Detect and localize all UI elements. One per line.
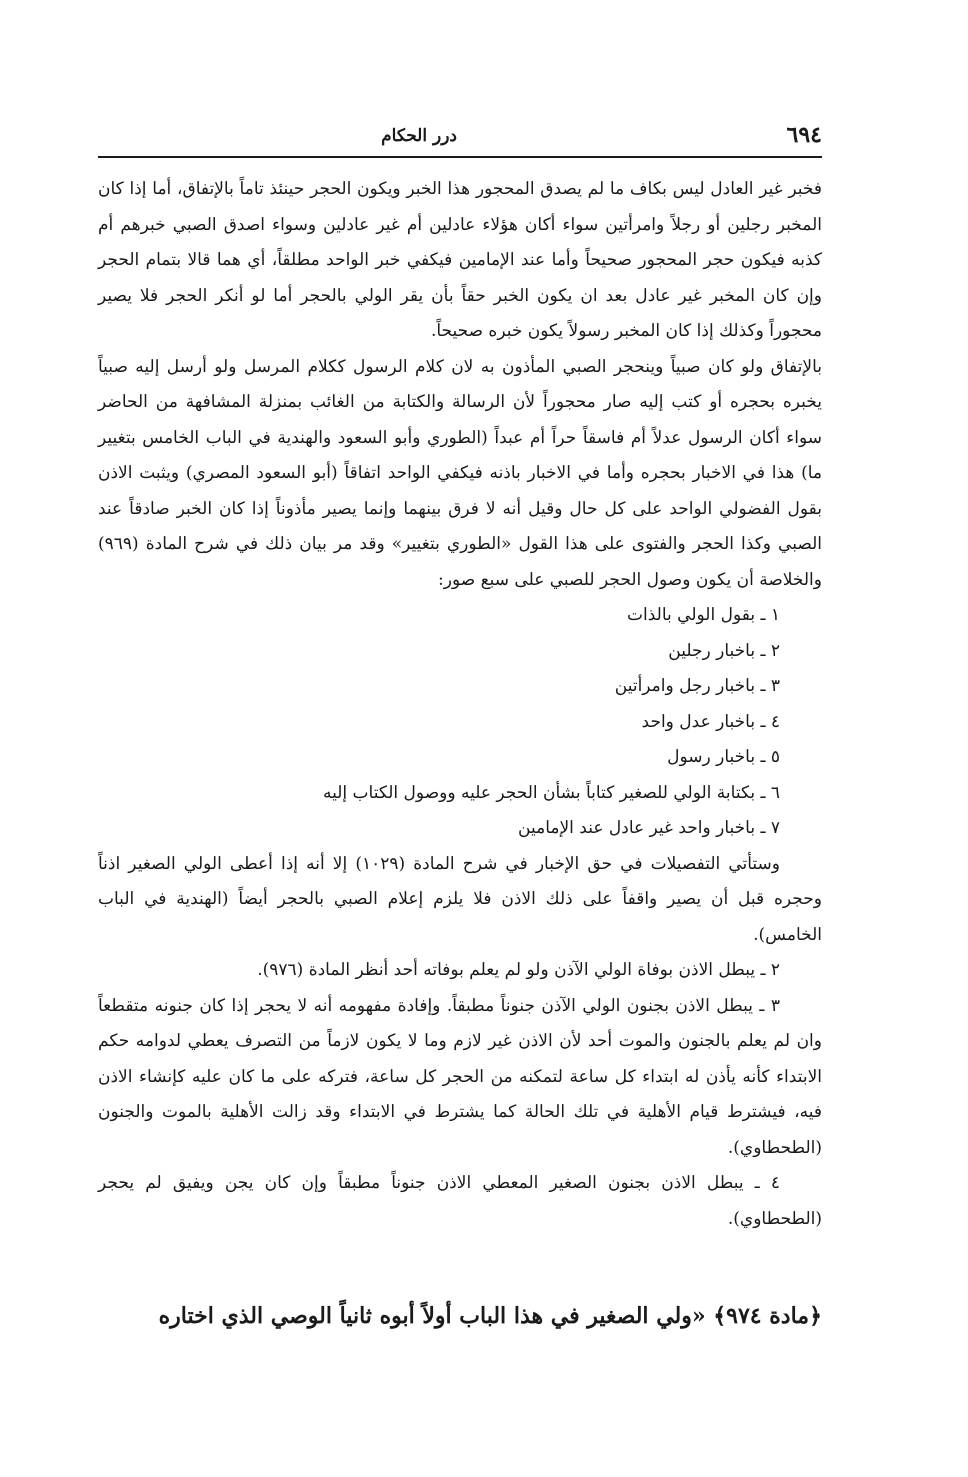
list-item: ٣ ـ باخبار رجل وامرأتين	[614, 676, 780, 696]
main-text	[98, 172, 822, 1237]
paragraph: ٤ ـ يبطل الاذن بجنون الصغير المعطي الاذن جنوناً مطبقاً وإن كان يجن ويفيق لم يحجر (الطحطاوي).	[98, 1173, 822, 1229]
list-item: ٦ ـ بكتابة الولي للصغير كتاباً بشأن الحجر عليه ووصول الكتاب إليه	[323, 782, 780, 803]
paragraph: وستأتي التفصيلات في حق الإخبار في شرح المادة (١٠٢٩) إلا أنه إذا أعطى الولي الصغير اذناً وحجره قبل أن يصير واقفاً على ذلك الاذن فلا يلزم إعلام الصبي بالحجر أيضاً (الهندية في الباب الخامس).	[98, 853, 822, 945]
paragraph: بالإتفاق ولو كان صبياً وينحجر الصبي المأذون به لان كلام الرسول ككلام المرسل ولو أرسل إليه صبياً يخبره بحجره أو كتب إليه صار محجوراً لأن الرسالة والكتابة من الغائب بمنزلة المشافهة من الحاضر سواء أكان الرسول عدلاً أم فاسقاً حراً أم عبداً (الطوري وأبو السعود والهندية في الباب الخامس بتغيير ما) هذا في الاخبار بحجره وأما في الاخبار باذنه فيكفي الواحد اتفاقاً (أبو السعود المصري) ويثبت الاذن بقول الفضولي الواحد على كل حال وقيل أنه لا فرق بينهما وإنما يصير مأذوناً إذا كان الخبر صادقاً عند الصبي وكذا الحجر والفتوى على هذا القول «الطوري بتغيير» وقد مر بيان ذلك في شرح المادة (٩٦٩) والخلاصة أن يكون وصول الحجر للصبي على سبع صور:	[98, 356, 822, 590]
paragraph: ٣ ـ يبطل الاذن بجنون الولي الآذن جنوناً مطبقاً. وإفادة مفهومه أنه لا يحجر إذا كان جنونه متقطعاً وان لم يعلم بالجنون والموت أحد لأن الاذن غير لازم وما لا يكون لازماً من التصرف يعطي لدوامه حكم الابتداء كأنه يأذن له ابتداء كل ساعة لتمكنه من الحجر كل ساعة، فتركه على ما كان عليه كإنشاء الاذن فيه، فيشترط قيام الأهلية في تلك الحالة كما يشترط في الابتداء وقد زالت الأهلية بالموت والجنون (الطحطاوي).	[98, 995, 822, 1158]
running-title: درر الحكام	[381, 126, 457, 146]
list-item: ٥ ـ باخبار رسول	[667, 747, 780, 767]
paragraph: ٢ ـ يبطل الاذن بوفاة الولي الآذن ولو لم يعلم بوفاته أحد أنظر المادة (٩٧٦).	[257, 960, 780, 980]
page-number: ٦٩٤	[786, 122, 822, 148]
page-header	[98, 120, 822, 154]
header-divider	[98, 156, 822, 158]
cases-list	[98, 598, 822, 847]
list-item: ٢ ـ باخبار رجلين	[668, 640, 780, 661]
list-item: ٧ ـ باخبار واحد غير عادل عند الإمامين	[518, 818, 780, 838]
article-heading: ﴿مادة ٩٧٤﴾ «ولي الصغير في هذا الباب أولاً أبوه ثانياً الوصي الذي اختاره	[158, 1303, 822, 1329]
list-item: ١ ـ بقول الولي بالذات	[627, 605, 780, 625]
paragraph: فخبر غير العادل ليس بكاف ما لم يصدق المحجور هذا الخبر ويكون الحجر حينئذ تاماً بالإتفاق، أما إذا كان المخبر رجلين أو رجلاً وامرأتين سواء أكان هؤلاء عادلين أم غير عادلين وسواء اصدق الصبي خبرهم أم كذبه فيكون حجر المحجور صحيحاً وأما عند الإمامين فيكفي خبر الواحد مطلقاً، أي هما قالا بتمام الحجر وإن كان المخبر غير عادل بعد ان يكون الخبر حقاً بأن يقر الولي بالحجر أما لو أنكر الحجر فلا يصير محجوراً وكذلك إذا كان المخبر رسولاً يكون خبره صحيحاً.	[98, 179, 822, 341]
list-item: ٤ ـ باخبار عدل واحد	[641, 711, 780, 732]
